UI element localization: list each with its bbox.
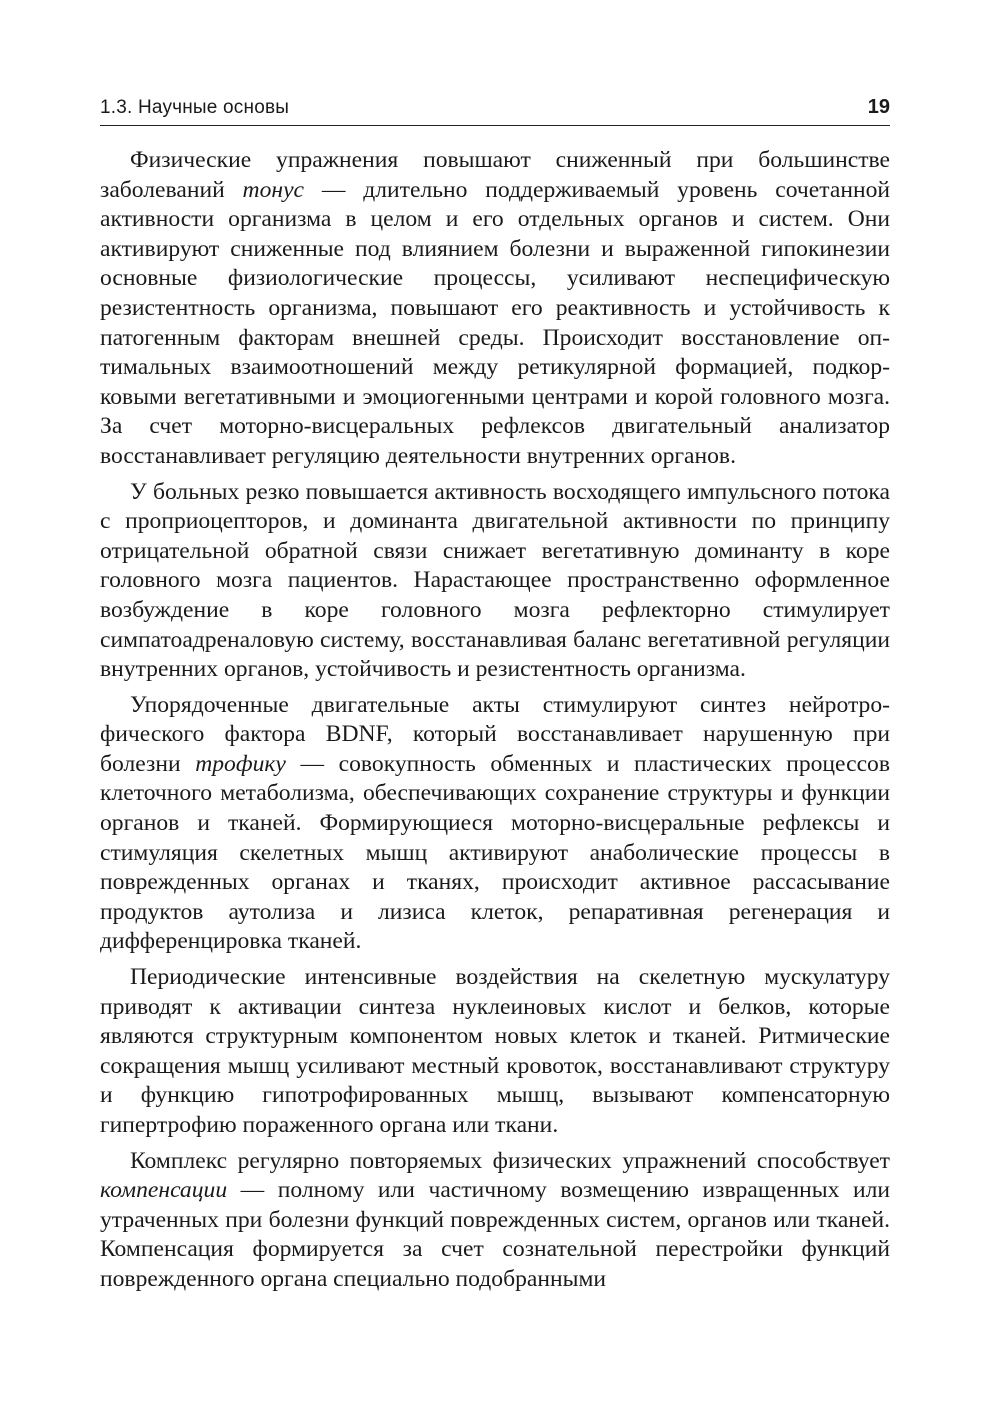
paragraph-tonus: [100, 146, 890, 472]
running-header: [100, 96, 890, 126]
italic-term: тонус: [242, 176, 305, 203]
paragraph-text: — полному или частичному возмещению извращенных или утраченных при болезни функций поврежденных систем, органов или тканей. Компенсация формируется за счет сознательной перестройки функций поврежденного органа специально подобранными: [100, 1177, 890, 1292]
paragraph-dominant: [100, 478, 890, 685]
italic-term: трофику: [195, 750, 286, 777]
paragraph-text: — совокупность обменных и пластических процессов клеточного метаболизма, обеспечивающих сохранение структуры и функции органов и тканей. Формирующиеся моторно-висцеральные рефлексы и стимуляция скелетных мышц активируют анаболические процессы в поврежденных органах и тканях, происходит активное рассасывание продуктов аутолиза и лизиса клеток, репаративная регенерация и дифференцировка тканей.: [100, 750, 890, 955]
book-page: [100, 96, 890, 1301]
paragraph-compensation: [100, 1147, 890, 1295]
paragraph-muscle: [100, 963, 890, 1141]
paragraph-text: — длительно поддерживаемый уровень сочетанной активности организма в целом и его отдельных органов и систем. Они активируют сниженные под влиянием болезни и выраженной гипокинезии основные физиологические процессы, усиливают неспецифическую резистентность организма, повышают его реактивность и устойчивость к патогенным факторам внешней среды. Происходит восстановление оптимальных взаимоотношений между ретикулярной формацией, подкорковыми вегетативными и эмоциогенными центрами и корой головного мозга. За счет моторно-висцеральных рефлексов двигательный анализатор восстанавливает регуляцию деятельности внутренних органов.: [100, 176, 890, 469]
paragraph-text: Комплекс регулярно повторяемых физических упражнений способствует: [130, 1147, 890, 1174]
paragraph-text: Физические упражнения повышают сниженный при большинстве заболеваний: [100, 147, 890, 203]
italic-term: компенсации: [100, 1177, 228, 1204]
body-text: [100, 146, 890, 1295]
section-title: 1.3. Научные основы: [100, 97, 290, 118]
paragraph-trophic: [100, 691, 890, 957]
page-number: 19: [867, 96, 890, 118]
paragraph-text: Периодические интенсивные воздействия на скелетную мускулатуру приводят к активации синтеза нуклеиновых кислот и белков, которые являются структурным компонентом новых клеток и тканей. Ритмические сокращения мышц усиливают местный кровоток, восстанавливают структуру и функцию гипотрофированных мышц, вызывают компенсаторную гипертрофию пораженного органа или ткани.: [100, 964, 890, 1138]
paragraph-text: Упорядоченные двигательные акты стимулируют синтез нейротрофического фактора BDNF, который восстанавливает нарушенную при болезни: [100, 691, 890, 777]
paragraph-text: У больных резко повышается активность восходящего импульсного потока с проприоцепторов, и доминанта двигательной активности по принципу отрицательной обратной связи снижает вегетативную доминанту в коре головного мозга пациентов. Нарастающее пространственно оформленное возбуждение в коре головного мозга рефлекторно стимулирует симпатоадреналовую систему, восстанавливая баланс вегетативной регуляции внутренних органов, устойчивость и резистентность организма.: [100, 478, 890, 683]
